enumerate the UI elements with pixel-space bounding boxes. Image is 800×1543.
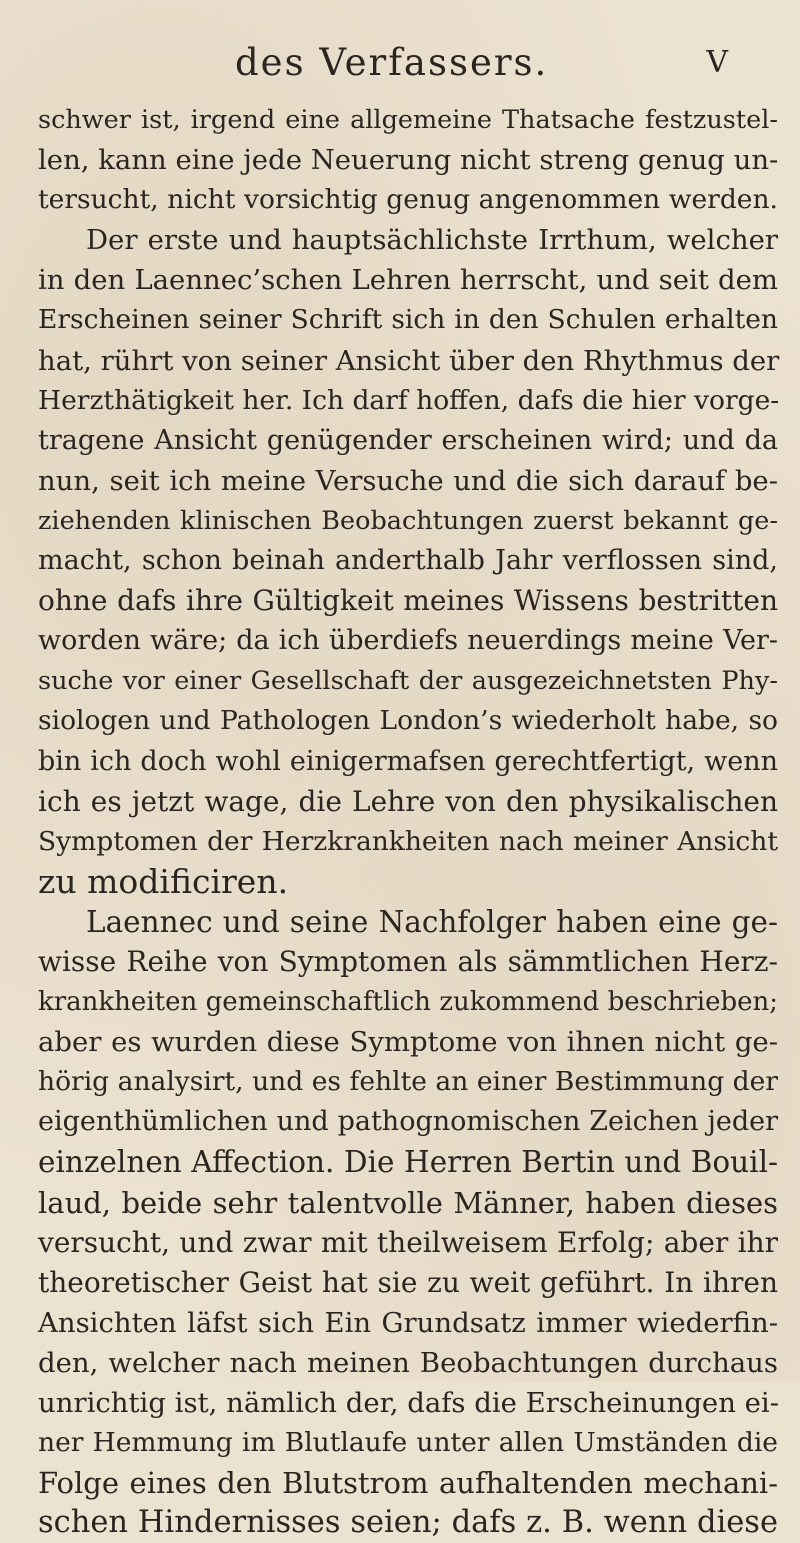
text-line: ner Hemmung im Blutlaufe unter allen Umständen die (38, 1427, 778, 1459)
text-line: Laennec und seine Nachfolger haben eine ge- (86, 904, 778, 939)
text-line: Herzthätigkeit her. Ich darf hoffen, dafs die hier vorge- (38, 384, 780, 416)
text-line: unrichtig ist, nämlich der, dafs die Erscheinungen ei- (38, 1387, 780, 1419)
text-line: ich es jetzt wage, die Lehre von den physikalischen (38, 784, 778, 818)
text-line: Symptomen der Herzkrankheiten nach meiner Ansicht (38, 825, 778, 857)
text-line: laud, beide sehr talentvolle Männer, haben dieses (38, 1185, 778, 1220)
text-line: Erscheinen seiner Schrift sich in den Schulen erhalten (38, 304, 778, 336)
text-line: ziehenden klinischen Beobachtungen zuerst bekannt ge- (38, 505, 778, 536)
text-line: aber es wurden diese Symptome von ihnen nicht ge- (38, 1026, 778, 1059)
text-line: theoretischer Geist hat sie zu weit geführt. In ihren (38, 1265, 778, 1299)
page-header (0, 38, 800, 88)
text-line: siologen und Pathologen London’s wiederholt habe, so (38, 705, 778, 737)
text-line: Der erste und hauptsächlichste Irrthum, welcher (86, 224, 778, 257)
body-text (38, 100, 778, 1543)
text-line: krankheiten gemeinschaftlich zukommend beschrieben; (38, 987, 778, 1018)
text-line: den, welcher nach meinen Beobachtungen durchaus (38, 1346, 778, 1379)
text-line: macht, schon beinah anderthalb Jahr verflossen sind, (38, 545, 778, 577)
text-line: schen Hindernisses seien; dafs z. B. wenn diese (38, 1505, 778, 1541)
text-line: bin ich doch wohl einigermafsen gerechtfertigt, wenn (38, 745, 778, 777)
text-line: versucht, und zwar mit theilweisem Erfolg; aber ihr (38, 1225, 778, 1259)
text-line: nun, seit ich meine Versuche und die sich darauf be- (38, 464, 778, 497)
text-line: hat, rührt von seiner Ansicht über den Rhythmus der (38, 344, 780, 377)
text-line: Folge eines den Blutstrom aufhaltenden mechani- (38, 1466, 778, 1501)
page-number: V (706, 45, 728, 80)
text-line: hörig analysirt, und es fehlte an einer Bestimmung der (38, 1066, 778, 1098)
text-line: tersucht, nicht vorsichtig genug angenommen werden. (38, 184, 778, 216)
text-line: tragene Ansicht genügender erscheinen wird; und da (38, 424, 778, 456)
text-line: einzelnen Affection. Die Herren Bertin und Bouil- (38, 1145, 778, 1180)
text-line: schwer ist, irgend eine allgemeine Thatsache festzustel- (38, 105, 778, 135)
text-line: eigenthümlichen und pathognomischen Zeichen jeder (38, 1106, 778, 1138)
running-head: des Verfassers. (235, 41, 549, 84)
text-line: Ansichten läfst sich Ein Grundsatz immer wiederfin- (38, 1306, 778, 1339)
text-line: zu modificiren. (38, 861, 289, 901)
text-line: worden wäre; da ich überdiefs neuerdings meine Ver- (38, 625, 778, 657)
text-line: len, kann eine jede Neuerung nicht streng genug un- (38, 144, 779, 177)
text-line: wisse Reihe von Symptomen als sämmtlichen Herz- (38, 944, 778, 978)
text-line: ohne dafs ihre Gültigkeit meines Wissens bestritten (38, 584, 778, 618)
text-line: suche vor einer Gesellschaft der ausgezeichnetsten Phy- (38, 666, 778, 697)
text-line: in den Laennec’schen Lehren herrscht, und seit dem (38, 264, 778, 297)
